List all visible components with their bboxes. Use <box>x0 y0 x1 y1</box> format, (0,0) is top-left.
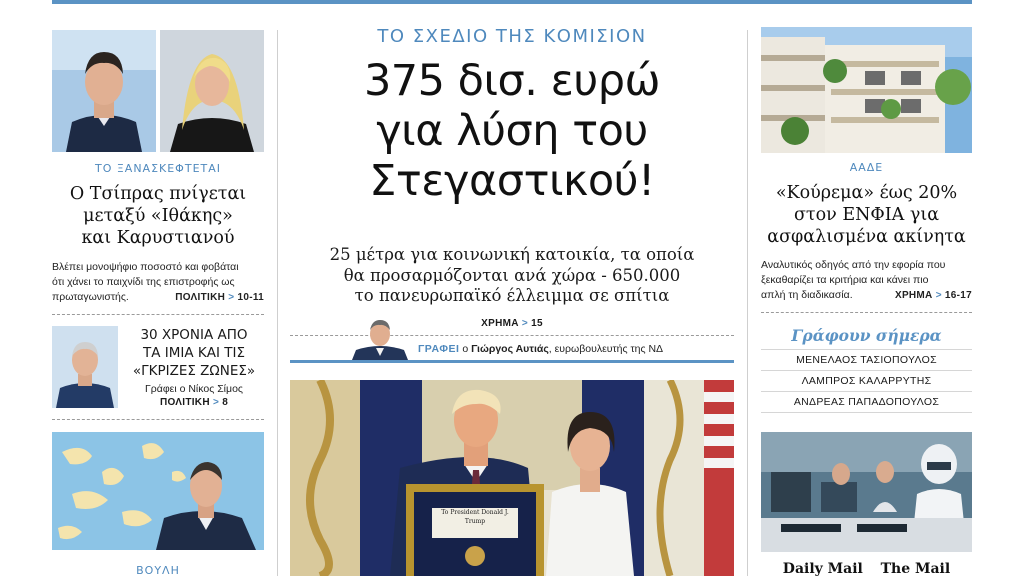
right-story1-kicker: ΑΑΔΕ <box>849 161 884 174</box>
photo-giorgos-autias[interactable] <box>348 316 412 360</box>
partner-mastheads <box>761 561 972 577</box>
column-divider-right <box>747 30 748 576</box>
right-column <box>761 27 972 576</box>
photo-karystianou[interactable] <box>160 30 264 152</box>
plaque-inscription: To President Donald J. Trump <box>441 509 509 525</box>
right-story1-headline[interactable]: «Κούρεμα» έως 20% στον ΕΝΦΙΑ για ασφαλισμένα ακίνητα <box>767 183 966 247</box>
columnist-item[interactable]: ΛΑΜΠΡΟΣ ΚΑΛΑΡΡΥΤΗΣ <box>761 370 972 391</box>
right-story1-page-ref[interactable]: ΧΡΗΜΑ > 16-17 <box>894 290 972 301</box>
column-divider-left <box>277 30 278 576</box>
photo-nikos-simos[interactable] <box>52 326 118 408</box>
columnist-item[interactable]: ΜΕΝΕΛΑΟΣ ΤΑΣΙΟΠΟΥΛΟΣ <box>761 349 972 370</box>
columnist-item[interactable]: ΑΝΔΡΕΑΣ ΠΑΠΑΔΟΠΟΥΛΟΣ <box>761 391 972 413</box>
left-column <box>52 30 264 576</box>
main-headline[interactable]: 375 δισ. ευρώ για λύση του Στεγαστικού! <box>363 56 661 206</box>
divider <box>52 419 264 420</box>
columnists-title: Γράφουν σήμερα <box>791 326 942 345</box>
main-kicker: ΤΟ ΣΧΕΔΙΟ ΤΗΣ ΚΟΜΙΣΙΟΝ <box>377 26 647 47</box>
main-author-line: ΓΡΑΦΕΙ ο Γιώργος Αυτιάς, ευρωβουλευτής της ΝΔ <box>418 343 664 355</box>
main-page-ref[interactable]: ΧΡΗΜΑ > 15 <box>481 318 543 329</box>
story1-kicker: ΤΟ ΞΑΝΑΣΚΕΦΤΕΤΑΙ <box>94 162 222 175</box>
story2-headline[interactable]: 30 ΧΡΟΝΙΑ ΑΠΟ ΤΑ ΙΜΙΑ ΚΑΙ ΤΙΣ «ΓΚΡΙΖΕΣ ΖΩΝΕΣ» <box>132 327 256 379</box>
right-story1-summary: Αναλυτικός οδηγός από την εφορία που ξεκαθαρίζει τα κριτήρια και κάνει πιο απλή τη διαδικασία. ΧΡΗΜΑ > 16-17 <box>761 259 972 301</box>
story3-kicker: ΒΟΥΛΗ <box>136 564 180 577</box>
main-subheadline: 25 μέτρα για κοινωνική κατοικία, τα οποία θα προσαρμόζονται ανά χώρα - 650.000 το πανευρωπαϊκό έλλειμμα σε σπίτια <box>329 245 695 305</box>
divider <box>52 314 264 315</box>
divider <box>761 312 972 313</box>
story1-page-ref[interactable]: ΠΟΛΙΤΙΚΗ > 10-11 <box>175 292 264 303</box>
the-mail-logo[interactable]: The Mail <box>880 561 951 577</box>
story2-byline: Γράφει ο Νίκος Σίμος <box>145 383 243 395</box>
columnists-list <box>761 349 972 413</box>
story1-headline[interactable]: Ο Τσίπρας πνίγεται μεταξύ «Ιθάκης» και Καρυστιανού <box>69 184 247 248</box>
daily-mail-logo[interactable]: Daily Mail <box>782 561 863 577</box>
story1-summary: Βλέπει μονοψήφιο ποσοστό και φοβάται ότι χάνει το παιχνίδι της επιστροφής ως πρωταγωνιστής. ΠΟΛΙΤΙΚΗ > 10-11 <box>52 261 264 303</box>
photo-buildings[interactable] <box>761 27 972 153</box>
top-accent-bar <box>52 0 972 4</box>
photo-trump-machado[interactable] <box>290 380 734 576</box>
main-story <box>290 22 734 576</box>
story2-page-ref[interactable]: ΠΟΛΙΤΙΚΗ > 8 <box>159 397 229 408</box>
photo-ai-robots-office[interactable] <box>761 432 972 552</box>
photo-map-gerapetritis[interactable] <box>52 432 264 550</box>
photo-tsipras[interactable] <box>52 30 156 152</box>
author-rule <box>290 360 734 363</box>
